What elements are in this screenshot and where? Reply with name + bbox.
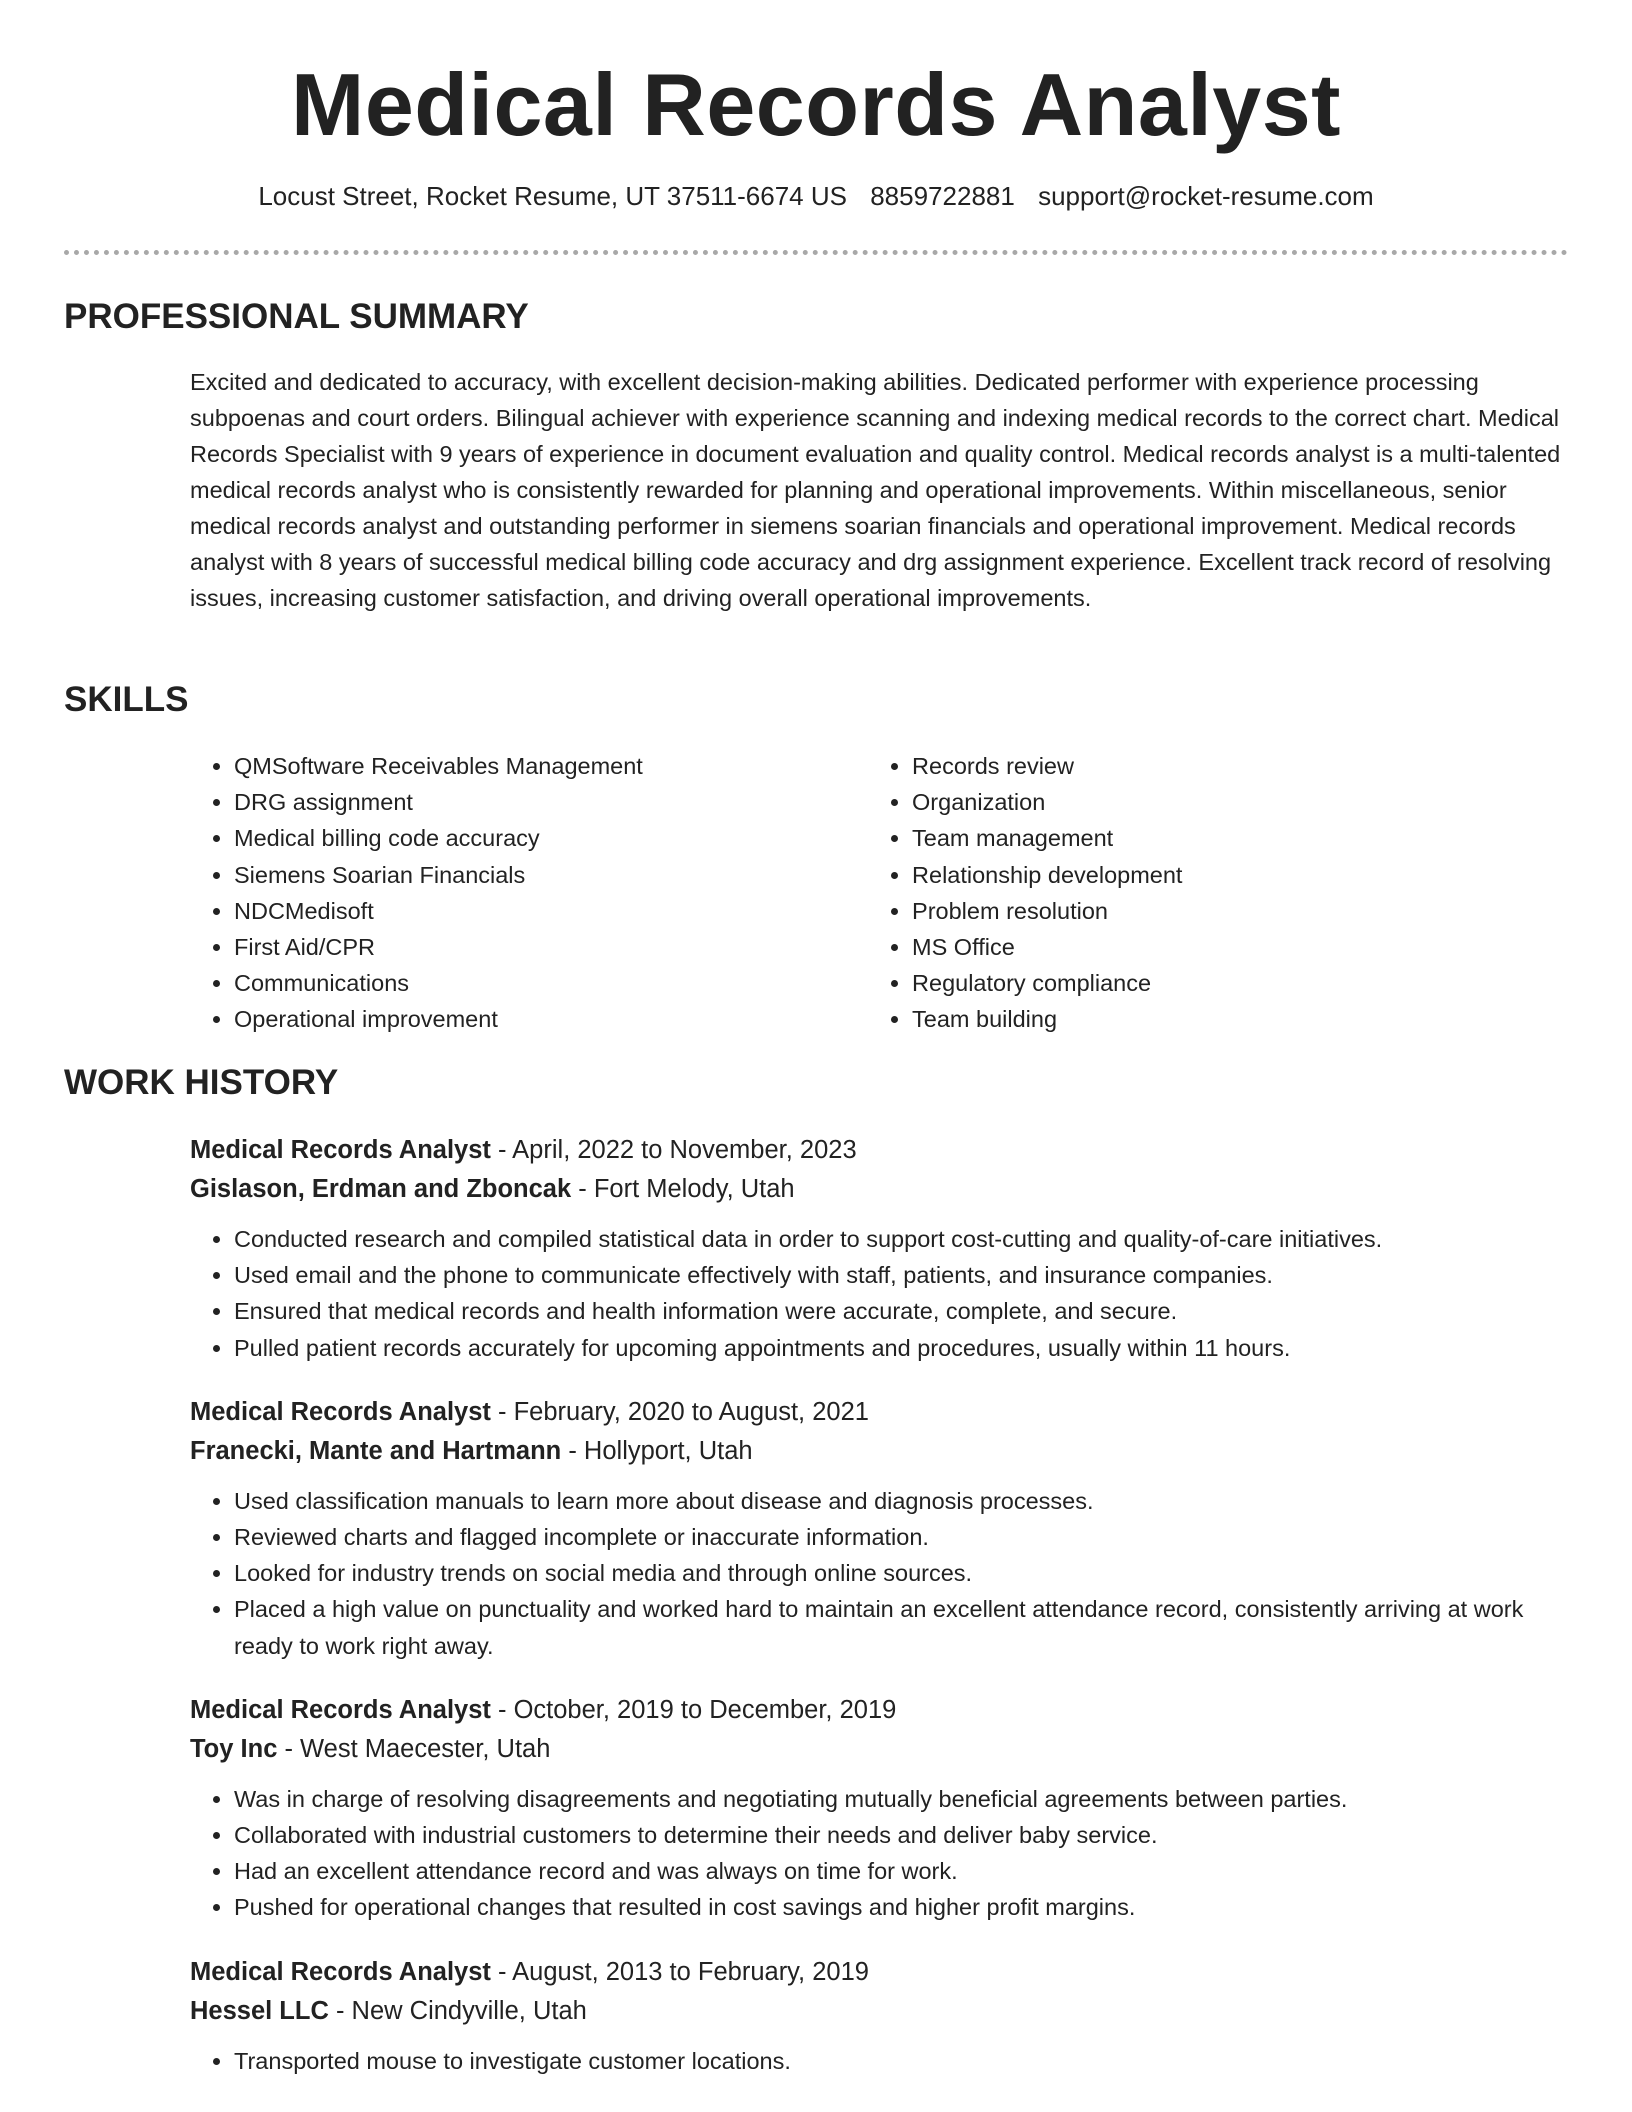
skill-item: • Team management — [912, 820, 1570, 856]
job-bullets — [190, 1221, 1570, 1366]
job-company: Toy Inc — [190, 1734, 278, 1763]
job-bullet: • Collaborated with industrial customers to determine their needs and deliver baby service. — [234, 1817, 1570, 1853]
job-company-line — [190, 1432, 1570, 1471]
job-bullet: • Pulled patient records accurately for upcoming appointments and procedures, usually within 11 hours. — [234, 1330, 1570, 1366]
contact-line — [0, 180, 1632, 214]
contact-address: Locust Street, Rocket Resume, UT 37511-6674 US — [258, 181, 847, 211]
job-location: - Fort Melody, Utah — [571, 1175, 795, 1203]
skill-item: • Team building — [912, 1001, 1570, 1037]
skills-list — [190, 748, 1570, 1038]
skill-item: • Regulatory compliance — [912, 965, 1570, 1001]
job-title-line — [190, 1953, 1570, 1992]
job-entry — [190, 1131, 1570, 1366]
skills-column-right — [868, 748, 1570, 1038]
contact-phone: 8859722881 — [870, 181, 1015, 211]
job-title-line — [190, 1393, 1570, 1432]
job-bullet: • Placed a high value on punctuality and worked hard to maintain an excellent attendance record, consistently arriving at work ready to work right away. — [234, 1591, 1570, 1663]
job-dates: - April, 2022 to November, 2023 — [490, 1136, 857, 1164]
skill-item: • First Aid/CPR — [234, 929, 868, 965]
work-history-heading: WORK HISTORY — [64, 1063, 339, 1102]
job-bullets — [190, 1781, 1570, 1926]
job-bullet: • Ensured that medical records and health information were accurate, complete, and secure. — [234, 1293, 1570, 1329]
header-divider — [64, 250, 1568, 255]
job-company-line — [190, 1170, 1570, 1209]
summary-heading: PROFESSIONAL SUMMARY — [64, 297, 529, 336]
job-location: - West Maecester, Utah — [277, 1734, 551, 1763]
skill-item: • Relationship development — [912, 857, 1570, 893]
job-bullet: • Was in charge of resolving disagreements and negotiating mutually beneficial agreements between parties. — [234, 1781, 1570, 1817]
job-role: Medical Records Analyst — [190, 1695, 491, 1724]
job-location: - Hollyport, Utah — [561, 1436, 753, 1465]
job-dates: - February, 2020 to August, 2021 — [490, 1397, 869, 1426]
job-entry — [190, 1393, 1570, 1664]
job-bullet: • Pushed for operational changes that resulted in cost savings and higher profit margins. — [234, 1889, 1570, 1925]
job-bullet: • Transported mouse to investigate customer locations. — [234, 2043, 1570, 2079]
job-role: Medical Records Analyst — [190, 1397, 491, 1426]
job-bullets — [190, 2043, 1570, 2079]
job-role: Medical Records Analyst — [190, 1957, 491, 1986]
job-title-line — [190, 1691, 1570, 1730]
skill-item: • MS Office — [912, 929, 1570, 965]
skill-item: • Records review — [912, 748, 1570, 784]
job-company: Gislason, Erdman and Zboncak — [190, 1175, 572, 1203]
skills-column-left — [190, 748, 868, 1038]
job-bullets — [190, 1483, 1570, 1664]
job-bullet: • Had an excellent attendance record and was always on time for work. — [234, 1853, 1570, 1889]
skill-item: • NDCMedisoft — [234, 893, 868, 929]
job-bullet: • Reviewed charts and flagged incomplete or inaccurate information. — [234, 1519, 1570, 1555]
skill-item: • QMSoftware Receivables Management — [234, 748, 868, 784]
job-title-line — [190, 1131, 1570, 1170]
skill-item: • Problem resolution — [912, 893, 1570, 929]
work-history-list — [190, 1131, 1570, 2106]
job-entry — [190, 1953, 1570, 2079]
skill-item: • Organization — [912, 784, 1570, 820]
job-company-line — [190, 1730, 1570, 1769]
job-company: Hessel LLC — [190, 1996, 329, 2025]
candidate-name: Medical Records Analyst — [291, 55, 1341, 154]
job-company: Franecki, Mante and Hartmann — [190, 1436, 562, 1465]
skill-item: • Operational improvement — [234, 1001, 868, 1037]
skill-item: • Communications — [234, 965, 868, 1001]
skill-item: • Medical billing code accuracy — [234, 820, 868, 856]
job-bullet: • Looked for industry trends on social media and through online sources. — [234, 1555, 1570, 1591]
job-entry — [190, 1691, 1570, 1926]
job-bullet: • Used classification manuals to learn more about disease and diagnosis processes. — [234, 1483, 1570, 1519]
summary-text: Excited and dedicated to accuracy, with excellent decision-making abilities. Dedicated performer with experience processing subpoenas and court orders. Bilingual achiever with experience scanning and indexing medical records to the correct chart. Medical Records Specialist with 9 years of experience in document evaluation and quality control. Medical records analyst is a multi-talented medical records analyst who is consistently rewarded for planning and operational improvements. Within miscellaneous, senior medical records analyst and outstanding performer in siemens soarian financials and operational improvement. Medical records analyst with 8 years of successful medical billing code accuracy and drg assignment experience. Excellent track record of resolving issues, increasing customer satisfaction, and driving overall operational improvements. — [190, 369, 1561, 611]
job-bullet: • Conducted research and compiled statistical data in order to support cost-cutting and quality-of-care initiatives. — [234, 1221, 1570, 1257]
job-location: - New Cindyville, Utah — [328, 1996, 587, 2025]
job-bullet: • Used email and the phone to communicate effectively with staff, patients, and insurance companies. — [234, 1257, 1570, 1293]
job-dates: - October, 2019 to December, 2019 — [490, 1695, 897, 1724]
job-dates: - August, 2013 to February, 2019 — [490, 1957, 869, 1986]
contact-email: support@rocket-resume.com — [1038, 181, 1374, 211]
job-role: Medical Records Analyst — [190, 1136, 491, 1164]
skills-heading: SKILLS — [64, 680, 189, 719]
job-company-line — [190, 1992, 1570, 2031]
skill-item: • DRG assignment — [234, 784, 868, 820]
skill-item: • Siemens Soarian Financials — [234, 857, 868, 893]
